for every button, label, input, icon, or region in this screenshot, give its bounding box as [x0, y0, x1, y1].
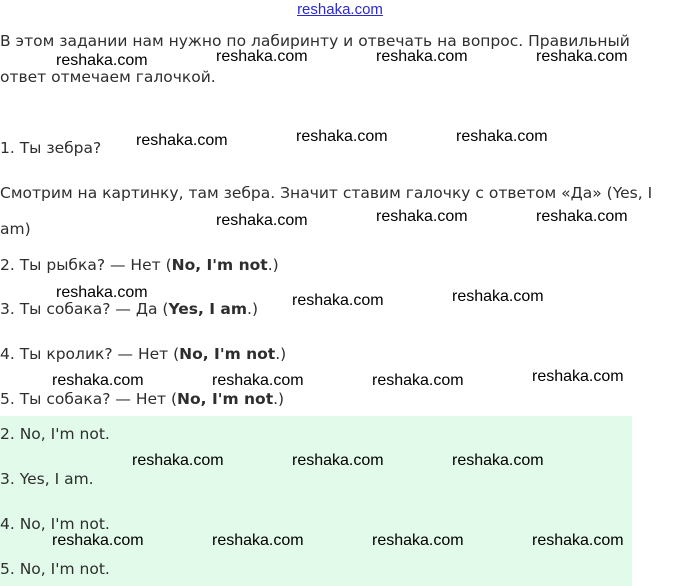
question-end: .): [275, 345, 287, 363]
watermark: reshaka.com: [372, 372, 464, 389]
watermark: reshaka.com: [456, 128, 548, 145]
question-answer: No, I'm not: [179, 345, 276, 363]
question-end: .): [267, 256, 279, 274]
explanation-line-2: am): [0, 220, 31, 238]
answer-2: 2. No, I'm not.: [0, 425, 110, 443]
question-end: .): [247, 300, 259, 318]
watermark: reshaka.com: [452, 288, 544, 305]
watermark: reshaka.com: [56, 284, 148, 301]
question-answer: No, I'm not: [171, 256, 268, 274]
question-end: .): [273, 390, 285, 408]
watermark: reshaka.com: [292, 452, 384, 469]
watermark: reshaka.com: [376, 208, 468, 225]
watermark: reshaka.com: [536, 208, 628, 225]
question-text: 5. Ты собака? — Нет (: [0, 390, 178, 408]
watermark: reshaka.com: [532, 368, 624, 385]
watermark: reshaka.com: [132, 452, 224, 469]
watermark: reshaka.com: [296, 128, 388, 145]
question-answer: Yes, I am: [168, 300, 248, 318]
intro-line-1: В этом задании нам нужно по лабиринту и отвечать на вопрос. Правильный: [0, 32, 630, 50]
watermark: reshaka.com: [372, 532, 464, 549]
answer-3: 3. Yes, I am.: [0, 470, 94, 488]
watermark: reshaka.com: [532, 532, 624, 549]
question-4: [0, 345, 286, 363]
question-text: 2. Ты рыбка? — Нет (: [0, 256, 172, 274]
watermark: reshaka.com: [536, 48, 628, 65]
watermark: reshaka.com: [136, 132, 228, 149]
watermark: reshaka.com: [216, 212, 308, 229]
explanation-line-1: Смотрим на картинку, там зебра. Значит ставим галочку с ответом «Да» (Yes, I: [0, 184, 653, 202]
watermark: reshaka.com: [452, 452, 544, 469]
watermark: reshaka.com: [216, 48, 308, 65]
answer-4: 4. No, I'm not.: [0, 515, 110, 533]
watermark: reshaka.com: [292, 292, 384, 309]
question-5: [0, 390, 284, 408]
question-text: 4. Ты кролик? — Нет (: [0, 345, 180, 363]
answer-5: 5. No, I'm not.: [0, 560, 110, 578]
question-2: [0, 256, 279, 274]
site-link[interactable]: reshaka.com: [297, 1, 383, 18]
watermark: reshaka.com: [212, 532, 304, 549]
watermark: reshaka.com: [56, 52, 148, 69]
question-text: 3. Ты собака? — Да (: [0, 300, 169, 318]
watermark: reshaka.com: [212, 372, 304, 389]
watermark: reshaka.com: [376, 48, 468, 65]
question-3: [0, 300, 258, 318]
intro-line-2: ответ отмечаем галочкой.: [0, 68, 216, 86]
question-1: 1. Ты зебра?: [0, 139, 102, 157]
question-answer: No, I'm not: [177, 390, 274, 408]
watermark: reshaka.com: [52, 532, 144, 549]
watermark: reshaka.com: [52, 372, 144, 389]
